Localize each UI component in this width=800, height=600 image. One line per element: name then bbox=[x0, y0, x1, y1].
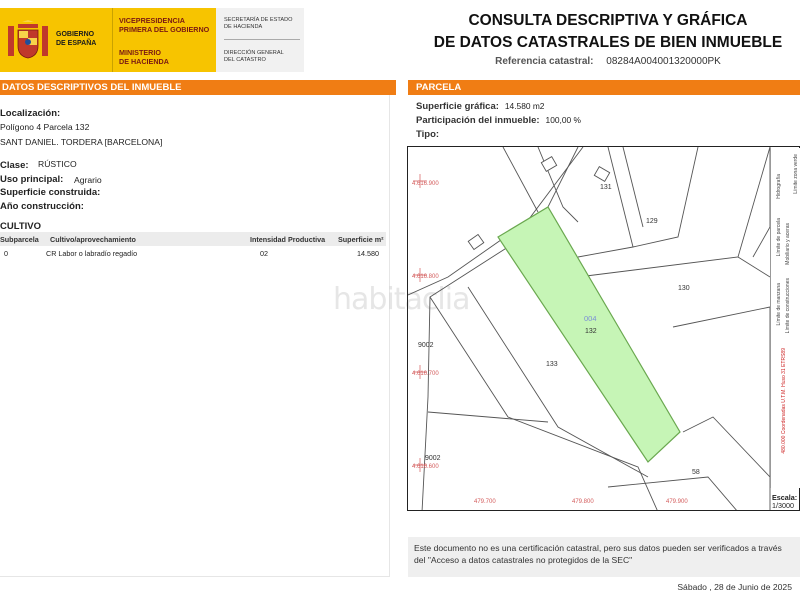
legend-limite-manzana: Límite de manzana bbox=[776, 283, 782, 326]
direccion-text: DIRECCIÓN GENERAL DEL CATASTRO bbox=[224, 50, 284, 63]
clase-value: RÚSTICO bbox=[38, 159, 77, 169]
parcel-label-129: 129 bbox=[646, 218, 658, 225]
cell-intensidad: 02 bbox=[260, 249, 268, 258]
datos-descriptivos-header: DATOS DESCRIPTIVOS DEL INMUEBLE bbox=[0, 80, 396, 95]
cell-superficie: 14.580 bbox=[357, 249, 379, 258]
cell-subparcela: 0 bbox=[4, 249, 8, 258]
participacion-value: 100,00 % bbox=[545, 115, 581, 125]
secretaria-text: SECRETARÍA DE ESTADO DE HACIENDA bbox=[224, 17, 293, 30]
grid-label-y3: 4.616.700 bbox=[412, 371, 439, 377]
gobierno-text: GOBIERNO DE ESPAÑA bbox=[56, 31, 97, 47]
uso-value: Agrario bbox=[74, 175, 102, 185]
parcel-label-9002-a: 9002 bbox=[418, 342, 434, 349]
referencia-catastral bbox=[420, 56, 796, 67]
legend-limite-construcciones: Límite de construcciones bbox=[785, 278, 791, 334]
table-row bbox=[0, 246, 386, 260]
document-date: Sábado , 28 de Junio de 2025 bbox=[677, 582, 792, 592]
clase-label: Clase: bbox=[0, 160, 29, 171]
parcel-label-132: 132 bbox=[585, 328, 597, 335]
escala bbox=[772, 494, 797, 510]
watermark: habitaclia bbox=[333, 282, 470, 317]
parcel-label-133: 133 bbox=[546, 361, 558, 368]
escala-label: Escala: bbox=[772, 493, 798, 502]
secretaria-block bbox=[216, 8, 304, 72]
parcel-label-9002-b: 9002 bbox=[425, 455, 441, 462]
superficie-grafica-label: Superficie gráfica: bbox=[416, 101, 499, 112]
cell-cultivo: CR Labor o labradío regadío bbox=[46, 249, 138, 258]
legend-limite-parcela: Límite de parcela bbox=[776, 218, 782, 257]
legend-zona-verde: Límite zona verde bbox=[793, 154, 799, 194]
document-title: CONSULTA DESCRIPTIVA Y GRÁFICA DE DATOS CATASTRALES DE BIEN INMUEBLE bbox=[433, 12, 783, 51]
parcel-label-004: 004 bbox=[584, 314, 597, 323]
cultivo-title: CULTIVO bbox=[0, 221, 41, 232]
legend-hidrografia: Hidrografía bbox=[776, 174, 782, 199]
parcel-label-130: 130 bbox=[678, 285, 690, 292]
cultivo-table-header bbox=[0, 232, 386, 246]
anio-construccion-label: Año construcción: bbox=[0, 201, 84, 212]
grid-label-x1: 479.700 bbox=[474, 499, 496, 505]
ref-label: Referencia catastral: bbox=[495, 56, 594, 67]
col-cultivo: Cultivo/aprovechamiento bbox=[50, 235, 136, 244]
escala-value: 1/3000 bbox=[772, 501, 794, 510]
participacion-field bbox=[416, 115, 581, 126]
uso-label: Uso principal: bbox=[0, 174, 64, 185]
grid-label-y4: 4.616.600 bbox=[412, 464, 439, 470]
col-intensidad: Intensidad Productiva bbox=[250, 235, 326, 244]
superficie-construida-label: Superficie construida: bbox=[0, 187, 101, 198]
col-superficie: Superficie m² bbox=[338, 235, 384, 244]
vicepresidencia-text: VICEPRESIDENCIA PRIMERA DEL GOBIERNO bbox=[119, 16, 210, 34]
map-drawing bbox=[408, 147, 800, 511]
parcel-label-131: 131 bbox=[600, 184, 612, 191]
superficie-grafica-field bbox=[416, 101, 544, 112]
parcel-map[interactable] bbox=[407, 146, 800, 511]
superficie-grafica-value: 14.580 m2 bbox=[504, 101, 545, 111]
localizacion-line1: Polígono 4 Parcela 132 bbox=[0, 122, 90, 132]
parcela-header: PARCELA bbox=[408, 80, 800, 95]
participacion-label: Participación del inmueble: bbox=[416, 115, 540, 126]
legend-coordenadas: 480.000 Coordenadas U.T.M. Huso 31 ETRS89 bbox=[781, 348, 787, 454]
ref-value: 08284A004001320000PK bbox=[606, 56, 721, 67]
tipo-label: Tipo: bbox=[416, 129, 440, 140]
grid-label-y1: 4.616.900 bbox=[412, 181, 439, 187]
localizacion-line2: SANT DANIEL. TORDERA [BARCELONA] bbox=[0, 137, 163, 147]
datos-descriptivos-panel bbox=[0, 95, 390, 577]
grid-label-x3: 479.900 bbox=[666, 499, 688, 505]
ministerio-text: MINISTERIO DE HACIENDA bbox=[119, 48, 169, 66]
parcel-label-58: 58 bbox=[692, 469, 700, 476]
grid-label-x2: 479.800 bbox=[572, 499, 594, 505]
disclaimer-note: Este documento no es una certificación catastral, pero sus datos pueden ser verificados a través del "Acceso a datos catastrales no protegidos de la SEC" bbox=[408, 537, 800, 577]
col-subparcela: Subparcela bbox=[0, 235, 39, 244]
map-legend bbox=[770, 148, 800, 488]
vicepresidencia-block bbox=[112, 8, 216, 72]
localizacion-label: Localización: bbox=[0, 108, 61, 119]
coat-of-arms-icon bbox=[6, 20, 50, 60]
legend-mobiliario: Mobiliario y aceras bbox=[785, 223, 791, 265]
grid-label-y2: 4.616.800 bbox=[412, 274, 439, 280]
